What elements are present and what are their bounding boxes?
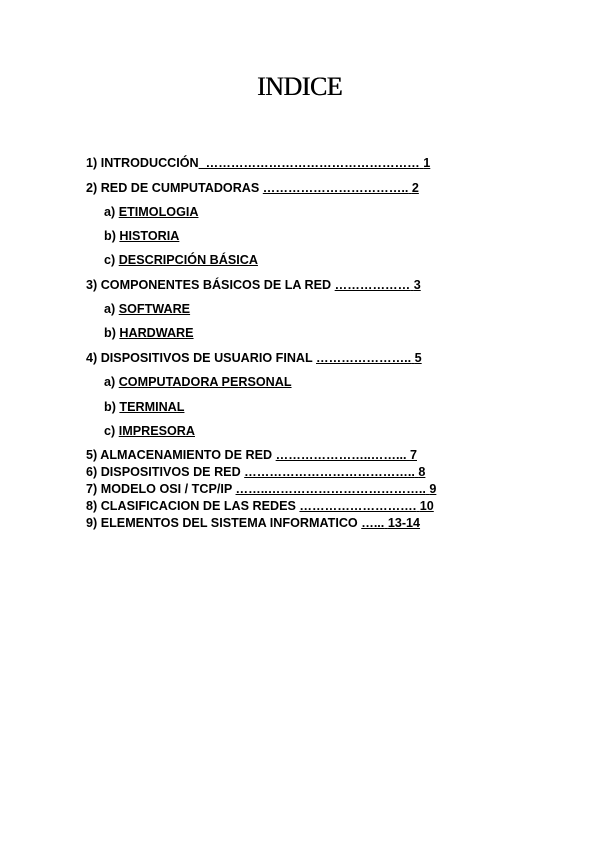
- toc-text: HISTORIA: [119, 229, 180, 243]
- toc-leader: ………………: [334, 278, 411, 292]
- toc-text: INTRODUCCIÓN: [100, 156, 199, 170]
- toc-number: 8): [86, 499, 98, 513]
- page-title: INDICE: [256, 72, 343, 101]
- toc-number: 9): [86, 516, 98, 530]
- toc-number: 6): [86, 465, 98, 479]
- toc-entry-6[interactable]: [86, 465, 425, 479]
- toc-entry-9[interactable]: [86, 516, 420, 530]
- toc-text: SOFTWARE: [118, 302, 191, 316]
- toc-text: MODELO OSI / TCP/IP: [100, 482, 233, 496]
- toc-text: DESCRIPCIÓN BÁSICA: [118, 253, 258, 267]
- toc-leader: _……………………………………………: [198, 156, 420, 170]
- toc-leader: …………………..: [316, 351, 412, 365]
- toc-subentry-4a[interactable]: [104, 375, 292, 389]
- toc-text: HARDWARE: [119, 326, 194, 340]
- toc-text: DISPOSITIVOS DE RED: [100, 465, 241, 479]
- toc-subentry-3b[interactable]: [104, 326, 194, 340]
- toc-text: COMPUTADORA PERSONAL: [118, 375, 292, 389]
- toc-text: CLASIFICACION DE LAS REDES: [100, 499, 296, 513]
- toc-number: 2): [86, 181, 98, 195]
- toc-page-number: 2: [411, 181, 419, 195]
- toc-number: c): [104, 424, 116, 438]
- toc-entry-5[interactable]: [86, 448, 417, 462]
- toc-number: b): [104, 229, 116, 243]
- toc-number: a): [104, 302, 116, 316]
- toc-number: a): [104, 205, 116, 219]
- toc-page-number: 8: [418, 465, 426, 479]
- toc-subentry-4c[interactable]: [104, 424, 195, 438]
- toc-number: 7): [86, 482, 98, 496]
- toc-text: IMPRESORA: [118, 424, 195, 438]
- toc-leader: …………………………………..: [244, 465, 415, 479]
- toc-text: ETIMOLOGIA: [118, 205, 199, 219]
- toc-entry-8[interactable]: [86, 499, 434, 513]
- toc-page-number: 9: [429, 482, 437, 496]
- toc-text: ELEMENTOS DEL SISTEMA INFORMATICO: [100, 516, 358, 530]
- toc-number: b): [104, 326, 116, 340]
- toc-leader: ……..………………………………..: [235, 482, 426, 496]
- toc-subentry-2b[interactable]: [104, 229, 179, 243]
- toc-subentry-2a[interactable]: [104, 205, 198, 219]
- toc-leader: ……………………….: [299, 499, 417, 513]
- toc-text: ALMACENAMIENTO DE RED: [100, 448, 273, 462]
- toc-page-number: 10: [419, 499, 434, 513]
- toc-page-number: 1: [423, 156, 431, 170]
- toc-page-number: 7: [409, 448, 417, 462]
- toc-page-number: 3: [413, 278, 421, 292]
- toc-subentry-4b[interactable]: [104, 400, 184, 414]
- toc-entry-7[interactable]: [86, 482, 436, 496]
- toc-number: a): [104, 375, 116, 389]
- toc-entry-1[interactable]: [86, 156, 430, 170]
- toc-text: RED DE CUMPUTADORAS: [100, 181, 260, 195]
- toc-entry-4[interactable]: [86, 351, 422, 365]
- toc-leader: …………………..……...: [275, 448, 407, 462]
- toc-number: 5): [86, 448, 98, 462]
- toc-page-number: 13-14: [387, 516, 421, 530]
- toc-subentry-3a[interactable]: [104, 302, 190, 316]
- toc-text: DISPOSITIVOS DE USUARIO FINAL: [100, 351, 313, 365]
- toc-leader: …...: [361, 516, 385, 530]
- toc-leader: ……………………………..: [262, 181, 409, 195]
- toc-number: 4): [86, 351, 98, 365]
- toc-text: COMPONENTES BÁSICOS DE LA RED: [100, 278, 332, 292]
- toc-page-number: 5: [414, 351, 422, 365]
- toc-entry-2[interactable]: [86, 181, 419, 195]
- toc-number: c): [104, 253, 116, 267]
- toc-text: TERMINAL: [119, 400, 185, 414]
- toc-number: b): [104, 400, 116, 414]
- toc-number: 3): [86, 278, 98, 292]
- toc-entry-3[interactable]: [86, 278, 421, 292]
- toc-number: 1): [86, 156, 98, 170]
- toc-subentry-2c[interactable]: [104, 253, 258, 267]
